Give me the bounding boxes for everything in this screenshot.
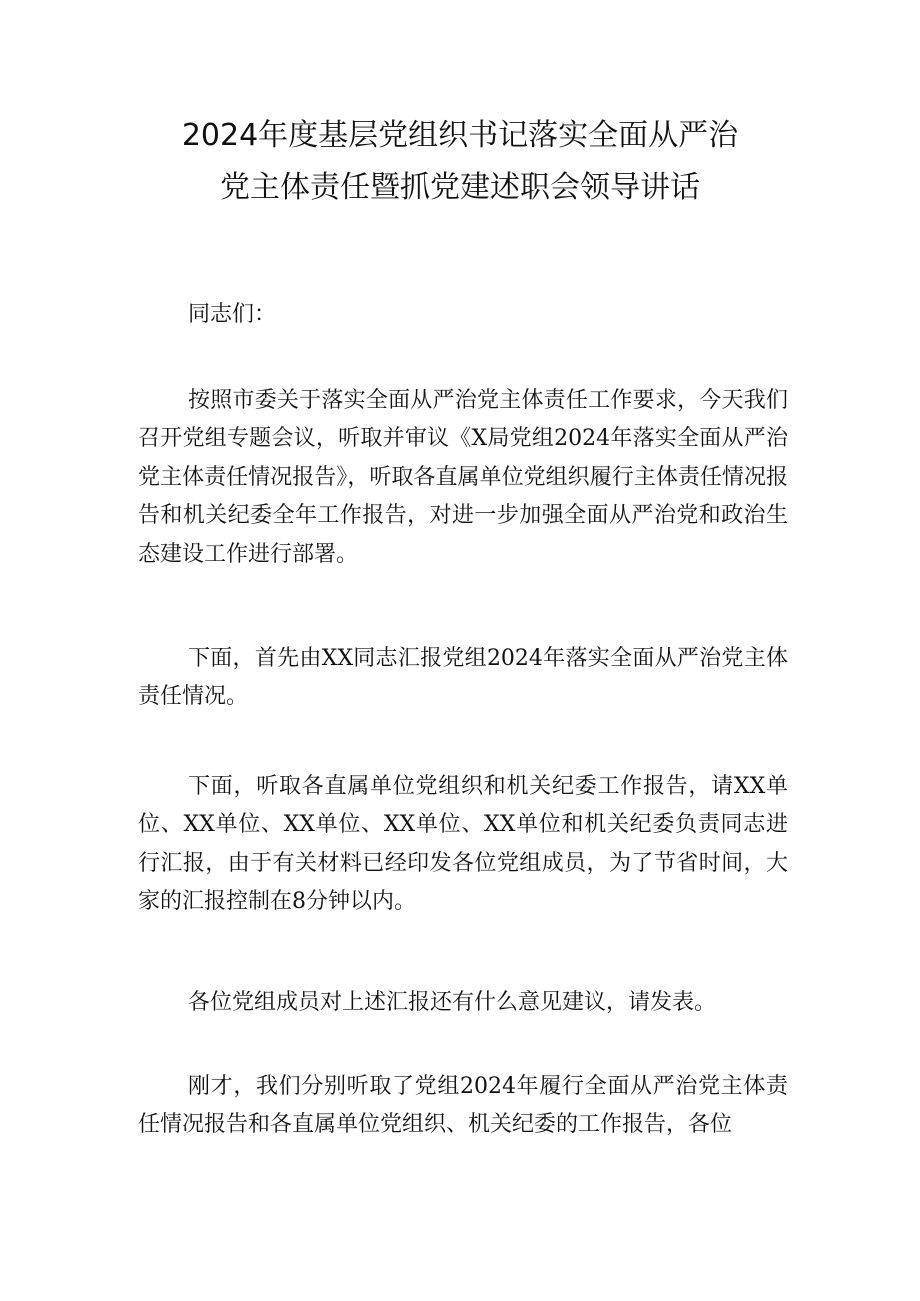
salutation <box>138 296 788 334</box>
title-line-2: 党主体责任暨抓党建述职会领导讲话 <box>220 170 700 205</box>
paragraph-text: 按照市委关于落实全面从严治党主体责任工作要求，今天我们召开党组专题会议，听取并审议《X局党组2024年落实全面从严治党主体责任情况报告》，听取各直属单位党组织履行主体责任情况报告和机关纪委全年工作报告，对进一步加强全面从严治党和政治生态建设工作进行部署。 <box>138 388 788 567</box>
paragraph-3 <box>138 768 788 922</box>
paragraph-text: 下面，听取各直属单位党组织和机关纪委工作报告，请XX单位、XX单位、XX单位、XX单位、XX单位和机关纪委负责同志进行汇报，由于有关材料已经印发各位党组成员，为了节省时间，大家的汇报控制在8分钟以内。 <box>138 774 788 915</box>
document-title <box>120 110 800 214</box>
paragraph-1 <box>138 382 788 574</box>
salutation-text: 同志们： <box>188 302 277 327</box>
title-line-1: 2024年度基层党组织书记落实全面从严治 <box>181 118 739 153</box>
paragraph-5 <box>138 1068 788 1145</box>
paragraph-4 <box>138 984 788 1022</box>
paragraph-text: 下面，首先由XX同志汇报党组2024年落实全面从严治党主体责任情况。 <box>138 646 788 710</box>
paragraph-text: 各位党组成员对上述汇报还有什么意见建议，请发表。 <box>188 990 717 1015</box>
paragraph-text: 刚才，我们分别听取了党组2024年履行全面从严治党主体责任情况报告和各直属单位党组织、机关纪委的工作报告，各位 <box>138 1074 788 1138</box>
paragraph-2 <box>138 640 788 717</box>
